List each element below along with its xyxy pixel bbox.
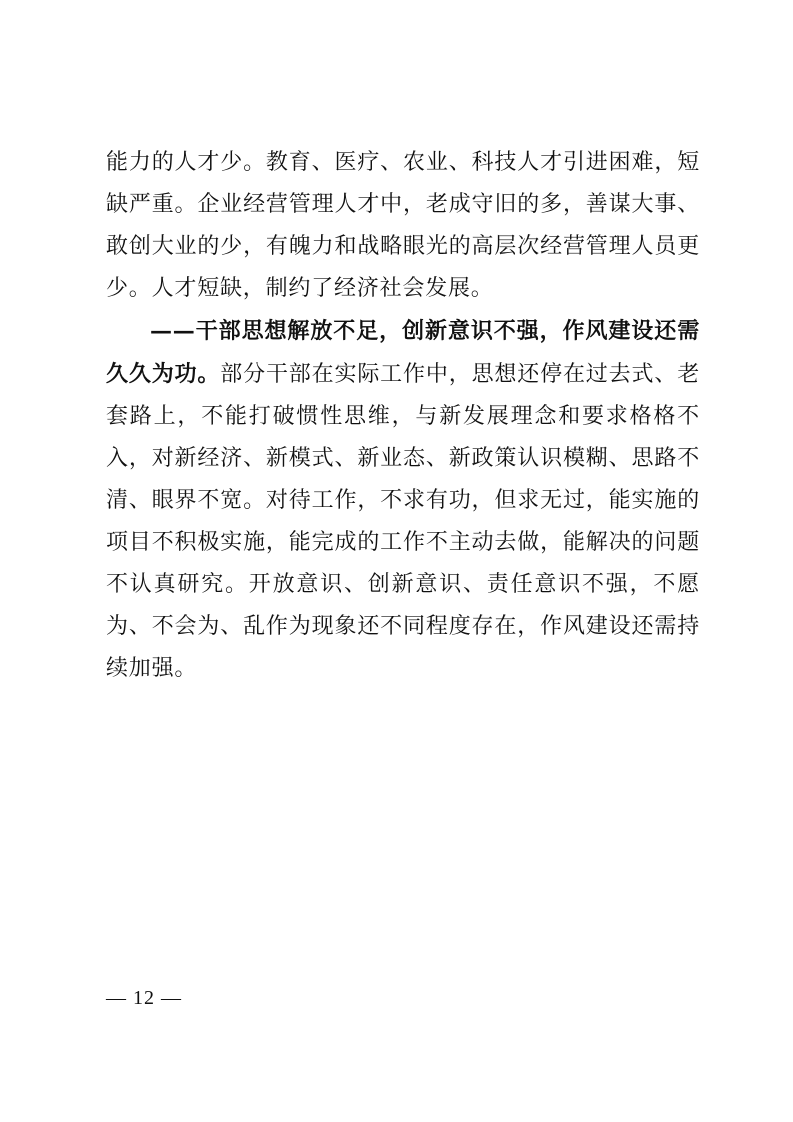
paragraph-text: 能力的人才少。教育、医疗、农业、科技人才引进困难，短缺严重。企业经营管理人才中，老成守旧的多，善谋大事、敢创大业的少，有魄力和战略眼光的高层次经营管理人员更少。人才短缺，制约了经济社会发展。 <box>106 150 700 301</box>
paragraph-talent-shortage <box>106 142 700 310</box>
paragraph-cadre-thinking <box>106 310 700 690</box>
paragraph-lead-heading: ——干部思想解放不足，创新意识不强，作风建设还需久久为功。 <box>106 318 700 387</box>
document-body <box>106 142 700 690</box>
paragraph-text: 部分干部在实际工作中，思想还停在过去式、老套路上，不能打破惯性思维，与新发展理念和要求格格不入，对新经济、新模式、新业态、新政策认识模糊、思路不清、眼界不宽。对待工作，不求有功，但求无过，能实施的项目不积极实施，能完成的工作不主动去做，能解决的问题不认真研究。开放意识、创新意识、责任意识不强，不愿为、不会为、乱作为现象还不同程度存在，作风建设还需持续加强。 <box>106 362 700 681</box>
page-number: — 12 — <box>106 987 182 1009</box>
